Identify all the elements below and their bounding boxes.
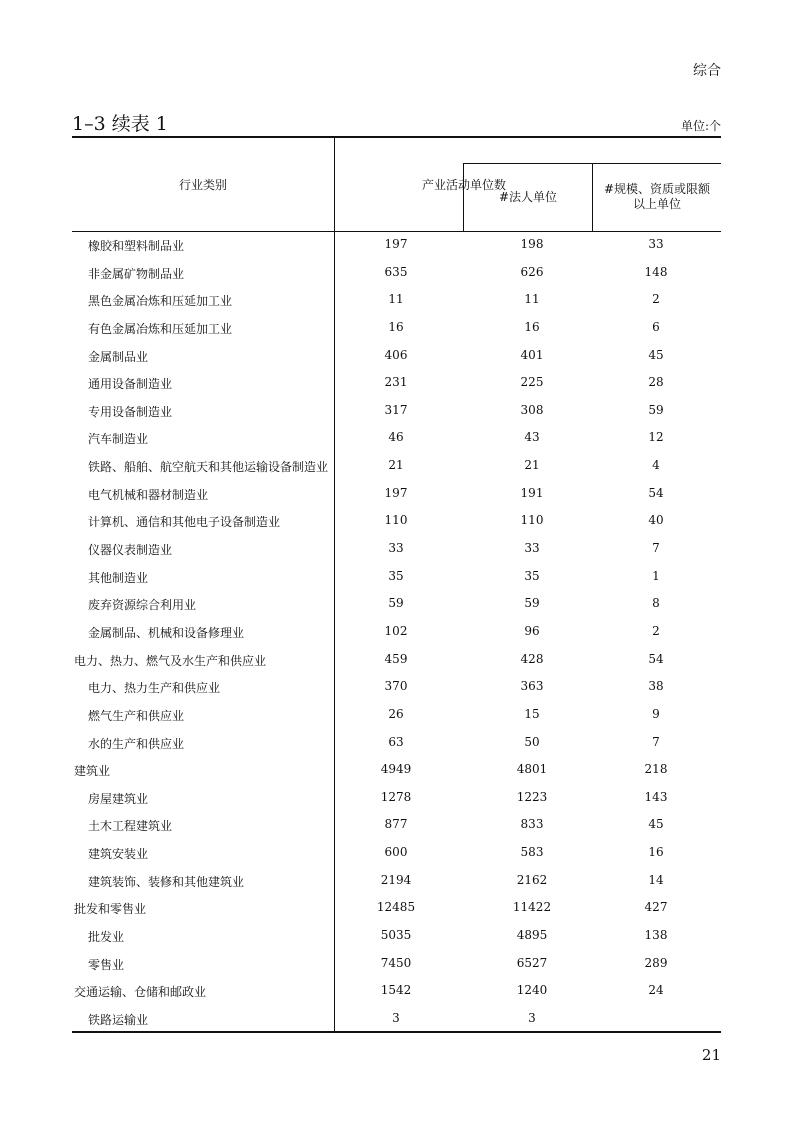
above-value: 2 bbox=[652, 292, 660, 307]
legal-value: 3 bbox=[528, 1010, 536, 1025]
industry-name: 电力、热力生产和供应业 bbox=[88, 681, 221, 696]
industry-name: 仪器仪表制造业 bbox=[88, 543, 173, 558]
units-value: 459 bbox=[384, 651, 408, 666]
units-value: 3 bbox=[392, 1010, 400, 1025]
table-body bbox=[72, 232, 721, 1034]
legal-value: 401 bbox=[520, 347, 544, 362]
legal-value: 833 bbox=[520, 817, 544, 832]
industry-name: 建筑安装业 bbox=[88, 847, 149, 862]
table-row bbox=[72, 702, 721, 730]
above-value: 4 bbox=[652, 458, 660, 473]
industry-name: 批发业 bbox=[88, 930, 125, 945]
industry-name: 其他制造业 bbox=[88, 570, 149, 585]
section-tag: 综合 bbox=[693, 63, 721, 79]
legal-value: 15 bbox=[524, 706, 540, 721]
units-value: 370 bbox=[384, 679, 408, 694]
units-value: 21 bbox=[388, 458, 404, 473]
units-value: 197 bbox=[384, 485, 408, 500]
units-value: 110 bbox=[384, 513, 408, 528]
table-row bbox=[72, 453, 721, 481]
industry-name: 废弃资源综合利用业 bbox=[88, 598, 197, 613]
units-value: 16 bbox=[388, 319, 404, 334]
table-row bbox=[72, 619, 721, 647]
units-value: 231 bbox=[384, 375, 408, 390]
units-value: 35 bbox=[388, 568, 404, 583]
table-row bbox=[72, 315, 721, 343]
table-row bbox=[72, 895, 721, 923]
legal-value: 6527 bbox=[516, 955, 548, 970]
table-row bbox=[72, 398, 721, 426]
table-row bbox=[72, 1006, 721, 1034]
legal-value: 21 bbox=[524, 458, 540, 473]
units-value: 7450 bbox=[380, 955, 412, 970]
industry-name: 批发和零售业 bbox=[74, 902, 147, 917]
legal-value: 110 bbox=[520, 513, 544, 528]
above-value: 1 bbox=[652, 568, 660, 583]
above-value: 28 bbox=[648, 375, 664, 390]
above-value: 218 bbox=[644, 762, 668, 777]
units-value: 102 bbox=[384, 623, 408, 638]
table-row bbox=[72, 923, 721, 951]
legal-value: 308 bbox=[520, 402, 544, 417]
units-value: 5035 bbox=[380, 928, 412, 943]
legal-value: 59 bbox=[524, 596, 540, 611]
legal-value: 50 bbox=[524, 734, 540, 749]
industry-name: 专用设备制造业 bbox=[88, 404, 173, 419]
units-value: 63 bbox=[388, 734, 404, 749]
industry-name: 建筑装饰、装修和其他建筑业 bbox=[88, 874, 245, 889]
above-value: 7 bbox=[652, 541, 660, 556]
industry-name: 房屋建筑业 bbox=[88, 791, 149, 806]
industry-name: 铁路运输业 bbox=[88, 1012, 149, 1027]
table-top-rule bbox=[72, 136, 721, 138]
industry-name: 有色金属冶炼和压延加工业 bbox=[88, 321, 233, 336]
units-value: 11 bbox=[388, 292, 404, 307]
table-row bbox=[72, 425, 721, 453]
above-value: 24 bbox=[648, 983, 664, 998]
above-value: 2 bbox=[652, 623, 660, 638]
above-value: 289 bbox=[644, 955, 668, 970]
column-header-industry: 行业类别 bbox=[178, 178, 227, 192]
units-value: 26 bbox=[388, 706, 404, 721]
industry-name: 计算机、通信和其他电子设备制造业 bbox=[88, 515, 281, 530]
table-row bbox=[72, 260, 721, 288]
table-row bbox=[72, 951, 721, 979]
table-row bbox=[72, 674, 721, 702]
column-header-legal: #法人单位 bbox=[498, 190, 558, 204]
legal-value: 35 bbox=[524, 568, 540, 583]
above-value: 148 bbox=[644, 264, 668, 279]
legal-value: 33 bbox=[524, 541, 540, 556]
industry-name: 零售业 bbox=[88, 957, 125, 972]
above-value: 45 bbox=[648, 347, 664, 362]
above-value: 143 bbox=[644, 789, 668, 804]
industry-name: 土木工程建筑业 bbox=[88, 819, 173, 834]
industry-name: 金属制品业 bbox=[88, 349, 149, 364]
legal-value: 1223 bbox=[516, 789, 548, 804]
column-header-above: #规模、资质或限额 以上单位 bbox=[603, 182, 711, 211]
table-row bbox=[72, 840, 721, 868]
table-row bbox=[72, 481, 721, 509]
above-value: 16 bbox=[648, 845, 664, 860]
above-value: 8 bbox=[652, 596, 660, 611]
units-value: 4949 bbox=[380, 762, 412, 777]
units-value: 317 bbox=[384, 402, 408, 417]
units-value: 635 bbox=[384, 264, 408, 279]
above-value: 138 bbox=[644, 928, 668, 943]
legal-value: 43 bbox=[524, 430, 540, 445]
column-header-units: 产业活动单位数 bbox=[421, 178, 506, 192]
units-value: 197 bbox=[384, 237, 408, 251]
table-row bbox=[72, 343, 721, 371]
industry-name: 金属制品、机械和设备修理业 bbox=[88, 625, 245, 640]
units-value: 59 bbox=[388, 596, 404, 611]
table-row bbox=[72, 564, 721, 592]
industry-name: 燃气生产和供应业 bbox=[88, 708, 185, 723]
legal-value: 16 bbox=[524, 319, 540, 334]
table-row bbox=[72, 785, 721, 813]
industry-name: 汽车制造业 bbox=[88, 432, 149, 447]
above-value: 427 bbox=[644, 900, 668, 915]
units-value: 406 bbox=[384, 347, 408, 362]
header-divider bbox=[463, 163, 721, 164]
legal-value: 428 bbox=[520, 651, 544, 666]
legal-value: 4801 bbox=[516, 762, 548, 777]
industry-name: 交通运输、仓储和邮政业 bbox=[74, 985, 207, 1000]
units-value: 33 bbox=[388, 541, 404, 556]
above-value: 54 bbox=[648, 485, 664, 500]
industry-name: 电气机械和器材制造业 bbox=[88, 487, 209, 502]
table-row bbox=[72, 812, 721, 840]
units-value: 46 bbox=[388, 430, 404, 445]
above-value: 33 bbox=[648, 237, 664, 251]
legal-value: 583 bbox=[520, 845, 544, 860]
above-value: 59 bbox=[648, 402, 664, 417]
legal-value: 1240 bbox=[516, 983, 548, 998]
above-value: 54 bbox=[648, 651, 664, 666]
units-value: 1278 bbox=[380, 789, 412, 804]
industry-name: 橡胶和塑料制品业 bbox=[88, 239, 185, 253]
legal-value: 96 bbox=[524, 623, 540, 638]
units-value: 600 bbox=[384, 845, 408, 860]
legal-value: 626 bbox=[520, 264, 544, 279]
units-value: 12485 bbox=[376, 900, 416, 915]
unit-note: 单位:个 bbox=[680, 119, 721, 133]
table-row bbox=[72, 508, 721, 536]
table-title-row bbox=[72, 112, 721, 136]
table-row bbox=[72, 730, 721, 758]
above-value: 14 bbox=[648, 872, 664, 887]
industry-name: 电力、热力、燃气及水生产和供应业 bbox=[74, 653, 267, 668]
legal-value: 4895 bbox=[516, 928, 548, 943]
units-value: 1542 bbox=[380, 983, 412, 998]
above-value: 12 bbox=[648, 430, 664, 445]
table-row bbox=[72, 536, 721, 564]
legal-value: 363 bbox=[520, 679, 544, 694]
table-row bbox=[72, 757, 721, 785]
above-value: 9 bbox=[652, 706, 660, 721]
legal-value: 191 bbox=[520, 485, 544, 500]
table-bottom-rule bbox=[72, 1031, 721, 1033]
legal-value: 2162 bbox=[516, 872, 548, 887]
units-value: 2194 bbox=[380, 872, 412, 887]
legal-value: 11422 bbox=[512, 900, 552, 915]
table-row bbox=[72, 287, 721, 315]
above-value: 7 bbox=[652, 734, 660, 749]
legal-value: 198 bbox=[520, 237, 544, 251]
table-row bbox=[72, 868, 721, 896]
above-value: 6 bbox=[652, 319, 660, 334]
above-value: 45 bbox=[648, 817, 664, 832]
table-row bbox=[72, 647, 721, 675]
above-value: 38 bbox=[648, 679, 664, 694]
industry-name: 非金属矿物制品业 bbox=[88, 266, 185, 281]
legal-value: 11 bbox=[524, 292, 540, 307]
industry-name: 建筑业 bbox=[74, 764, 111, 779]
units-value: 877 bbox=[384, 817, 408, 832]
industry-name: 黑色金属冶炼和压延加工业 bbox=[88, 294, 233, 309]
table-row bbox=[72, 978, 721, 1006]
above-value: 40 bbox=[648, 513, 664, 528]
table-title: 1–3 续表 1 bbox=[72, 113, 168, 135]
industry-name: 铁路、船舶、航空航天和其他运输设备制造业 bbox=[88, 460, 329, 475]
table-row bbox=[72, 370, 721, 398]
page-number: 21 bbox=[701, 1046, 721, 1064]
industry-name: 通用设备制造业 bbox=[88, 377, 173, 392]
legal-value: 225 bbox=[520, 375, 544, 390]
table-row bbox=[72, 232, 721, 260]
table-row bbox=[72, 591, 721, 619]
industry-name: 水的生产和供应业 bbox=[88, 736, 185, 751]
